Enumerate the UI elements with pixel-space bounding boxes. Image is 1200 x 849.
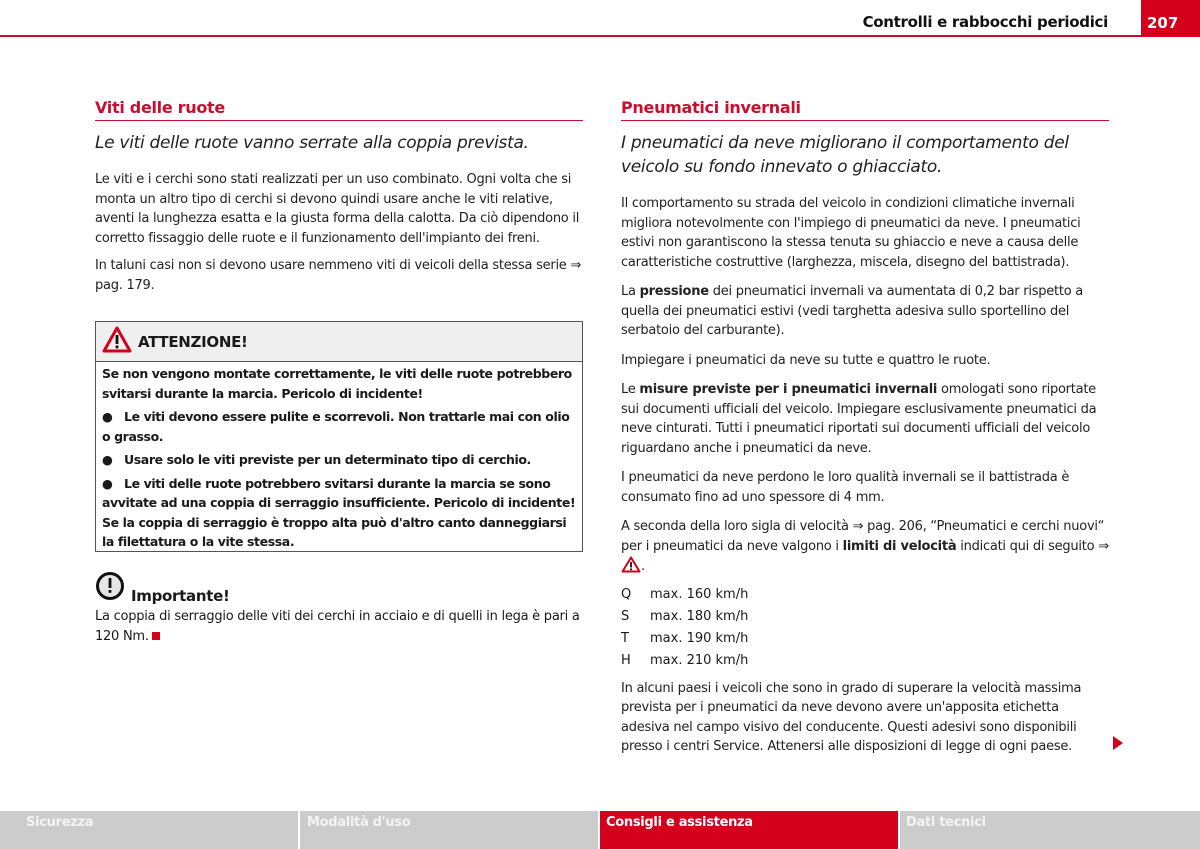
tab-sicurezza[interactable]: Sicurezza: [0, 811, 298, 849]
bullet-icon: ●: [102, 475, 113, 491]
warning-item: ● Le viti delle ruote potrebbero svitarsi durante la marcia se sono avvitate ad una coppia di serraggio insufficiente. Pericolo di incidente! Se la coppia di serraggio è troppo alta può d'altro canto danneggiarsi la filettatura o la vite stessa.: [102, 475, 576, 549]
paragraph: La pressione dei pneumatici invernali va aumentata di 0,2 bar rispetto a quella dei pneumatici estivi (vedi targhetta adesiva sullo sportellino del serbatoio del carburante).: [621, 284, 1083, 338]
bullet-icon: ●: [102, 452, 113, 467]
warning-triangle-icon: [102, 326, 132, 358]
page-number: 207: [1141, 0, 1200, 37]
footer-nav: [0, 811, 1200, 849]
important-header: [95, 571, 583, 605]
paragraph: I pneumatici da neve perdono le loro qualità invernali se il battistrada è consumato fino ad uno spessore di 4 mm.: [621, 470, 1070, 505]
important-text: La coppia di serraggio delle viti dei cerchi in acciaio e di quelli in lega è pari a 120 Nm.: [95, 609, 580, 644]
end-of-section-icon: [152, 632, 160, 640]
speed-limit-row: Q max. 160 km/h: [621, 586, 749, 602]
warning-box: [95, 321, 583, 552]
paragraph: In taluni casi non si devono usare nemmeno viti di veicoli della stessa serie ⇒ pag. 179.: [95, 258, 582, 293]
speed-limit-row: H max. 210 km/h: [621, 652, 749, 668]
paragraph: Impiegare i pneumatici da neve su tutte e quattro le ruote.: [621, 352, 991, 368]
warning-header: [96, 322, 582, 362]
continue-arrow-icon[interactable]: [1113, 736, 1123, 750]
paragraph: In alcuni paesi i veicoli che sono in grado di superare la velocità massima prevista per i pneumatici da neve devono avere un'apposita etichetta adesiva nel campo visivo del conducente. Questi adesivi sono disponibili presso i centri Service. Attenersi alle disposizioni di legge di ogni paese.: [621, 680, 1082, 754]
speed-limit-row: S max. 180 km/h: [621, 608, 749, 624]
section-winter-tires: [621, 98, 1109, 757]
important-note: [95, 571, 583, 646]
header-rule: [0, 35, 1141, 37]
section-title: Pneumatici invernali: [621, 98, 1109, 121]
warning-item: ● Le viti devono essere pulite e scorrevoli. Non trattarle mai con olio o grasso.: [102, 409, 570, 444]
section-title: Viti delle ruote: [95, 98, 583, 121]
warning-item: ● Usare solo le viti previste per un determinato tipo di cerchio.: [102, 450, 576, 470]
warning-triangle-icon[interactable]: [621, 556, 641, 580]
lead-text: I pneumatici da neve migliorano il comportamento del veicolo su fondo innevato o ghiacciato.: [621, 133, 1069, 177]
paragraph: Il comportamento su strada del veicolo in condizioni climatiche invernali migliora notevolmente con l'impiego di pneumatici da neve. I pneumatici estivi non garantiscono la stessa tenuta su ghiaccio e neve a causa delle caratteristiche costruttive (larghezza, miscela, disegno del battistrada).: [621, 196, 1081, 270]
warning-intro: Se non vengono montate correttamente, le viti delle ruote potrebbero svitarsi durante la marcia. Pericolo di incidente!: [102, 366, 572, 401]
warning-body: [96, 362, 582, 552]
chapter-title: Controlli e rabbocchi periodici: [862, 13, 1108, 31]
important-label: Importante!: [131, 587, 230, 605]
tab-modalita-uso[interactable]: Modalità d'uso: [300, 811, 598, 849]
paragraph: Le misure previste per i pneumatici invernali omologati sono riportate sui documenti ufficiali del veicolo. Impiegare esclusivamente pneumatici da neve cinturati. Tutti i pneumatici riportati sui documenti ufficiali del veicolo riguardano anche i pneumatici da neve.: [621, 382, 1097, 456]
paragraph: Le viti e i cerchi sono stati realizzati per un uso combinato. Ogni volta che si monta un altro tipo di cerchi si devono quindi usare anche le viti relative, aventi la lunghezza esatta e la giusta forma della calotta. Da ciò dipendono il corretto fissaggio delle ruote e il funzionamento dell'impianto dei freni.: [95, 172, 580, 246]
lead-text: Le viti delle ruote vanno serrate alla coppia prevista.: [95, 133, 529, 153]
paragraph: A seconda della loro sigla di velocità ⇒ pag. 206, “Pneumatici e cerchi nuovi“ per i pneumatici da neve valgono i limiti di velocità indicati qui di seguito ⇒ .: [621, 517, 1109, 580]
speed-limits-list: [621, 584, 1109, 672]
exclamation-circle-icon: [95, 571, 125, 605]
warning-label: ATTENZIONE!: [138, 332, 248, 351]
tab-dati-tecnici[interactable]: Dati tecnici: [900, 811, 1200, 849]
section-wheel-bolts: [95, 98, 583, 295]
tab-consigli-assistenza[interactable]: Consigli e assistenza: [600, 811, 898, 849]
bullet-icon: ●: [102, 409, 113, 424]
speed-limit-row: T max. 190 km/h: [621, 630, 749, 646]
